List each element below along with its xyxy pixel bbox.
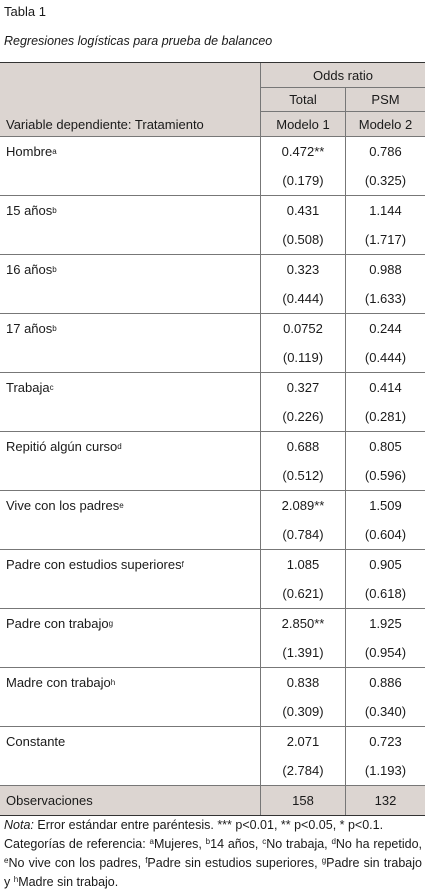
header-row-groups bbox=[0, 88, 425, 112]
reference-text: Mujeres, bbox=[153, 837, 206, 851]
model1-stderr: (0.226) bbox=[260, 402, 345, 431]
reference-text: Padre sin trabajo y bbox=[4, 856, 422, 889]
model2-coefficient: 1.509 bbox=[345, 491, 425, 520]
stderr-row bbox=[0, 579, 425, 608]
variable-group bbox=[0, 432, 425, 491]
observations-model2: 132 bbox=[345, 786, 425, 815]
model1-coefficient: 0.327 bbox=[260, 373, 345, 402]
model2-coefficient: 0.805 bbox=[345, 432, 425, 461]
coefficient-row bbox=[0, 373, 425, 402]
coefficient-row bbox=[0, 255, 425, 284]
reference-text: No ha repetido, bbox=[335, 837, 422, 851]
stderr-row bbox=[0, 225, 425, 254]
variable-name: 15 años b bbox=[6, 203, 57, 218]
model1-stderr: (0.119) bbox=[260, 343, 345, 372]
model1-stderr: (0.621) bbox=[260, 579, 345, 608]
coefficient-row bbox=[0, 491, 425, 520]
variable-label: Trabaja bbox=[6, 380, 50, 395]
reference-superscript: e bbox=[4, 856, 9, 865]
odds-ratio-header: Odds ratio bbox=[260, 63, 425, 88]
model2-coefficient: 0.988 bbox=[345, 255, 425, 284]
model1-coefficient: 2.089** bbox=[260, 491, 345, 520]
model1-coefficient: 0.838 bbox=[260, 668, 345, 697]
variable-name: Vive con los padres e bbox=[6, 498, 124, 513]
reference-text: No vive con los padres, bbox=[8, 856, 146, 870]
variable-label: Padre con estudios superiores bbox=[6, 557, 182, 572]
variable-group bbox=[0, 550, 425, 609]
table-subtitle: Regresiones logísticas para prueba de balanceo bbox=[4, 34, 273, 48]
variable-label: Hombre bbox=[6, 144, 53, 159]
variable-name: Hombre a bbox=[6, 144, 57, 159]
variable-group bbox=[0, 373, 425, 432]
reference-superscript: a bbox=[149, 837, 154, 846]
coefficient-row bbox=[0, 668, 425, 697]
reference-superscript: c bbox=[262, 837, 267, 846]
model1-coefficient: 0.431 bbox=[260, 196, 345, 225]
stderr-row bbox=[0, 166, 425, 195]
model1-coefficient: 0.0752 bbox=[260, 314, 345, 343]
model2-stderr: (0.444) bbox=[345, 343, 425, 372]
psm-header: PSM bbox=[345, 88, 425, 112]
stderr-row bbox=[0, 461, 425, 490]
observations-label: Observaciones bbox=[6, 793, 93, 808]
variable-group bbox=[0, 727, 425, 785]
model1-coefficient: 2.071 bbox=[260, 727, 345, 756]
model2-coefficient: 0.723 bbox=[345, 727, 425, 756]
variable-label: Constante bbox=[6, 734, 66, 749]
stderr-row bbox=[0, 638, 425, 667]
variable-name: Padre con estudios superiores f bbox=[6, 557, 184, 572]
model2-coefficient: 1.925 bbox=[345, 609, 425, 638]
variable-group bbox=[0, 668, 425, 727]
dependent-variable-label: Variable dependiente: Tratamiento bbox=[6, 116, 204, 132]
coefficient-row bbox=[0, 196, 425, 225]
coefficient-row bbox=[0, 550, 425, 579]
variable-name: 16 años b bbox=[6, 262, 57, 277]
variable-group bbox=[0, 609, 425, 668]
stderr-row bbox=[0, 402, 425, 431]
model1-coefficient: 0.323 bbox=[260, 255, 345, 284]
header-row-models bbox=[0, 112, 425, 137]
reference-superscript: d bbox=[331, 837, 336, 846]
model1-stderr: (0.179) bbox=[260, 166, 345, 195]
reference-text: No trabaja, bbox=[266, 837, 332, 851]
model2-stderr: (0.281) bbox=[345, 402, 425, 431]
variable-group bbox=[0, 137, 425, 196]
variable-label: 17 años bbox=[6, 321, 53, 336]
reference-text: Madre sin trabajo. bbox=[18, 875, 119, 889]
stderr-row bbox=[0, 756, 425, 785]
reference-superscript: h bbox=[13, 875, 19, 884]
model1-coefficient: 0.688 bbox=[260, 432, 345, 461]
total-header: Total bbox=[260, 88, 345, 112]
table-caption: Tabla 1 bbox=[4, 4, 46, 19]
model1-stderr: (0.508) bbox=[260, 225, 345, 254]
model2-stderr: (0.954) bbox=[345, 638, 425, 667]
table-body bbox=[0, 137, 425, 785]
reference-superscript: f bbox=[145, 856, 148, 865]
model2-coefficient: 1.144 bbox=[345, 196, 425, 225]
regression-table bbox=[0, 62, 425, 816]
table-footnote bbox=[4, 816, 422, 892]
model1-coefficient: 2.850** bbox=[260, 609, 345, 638]
model2-stderr: (1.717) bbox=[345, 225, 425, 254]
model1-coefficient: 0.472** bbox=[260, 137, 345, 166]
model1-stderr: (1.391) bbox=[260, 638, 345, 667]
variable-label: 15 años bbox=[6, 203, 53, 218]
variable-label: Repitió algún curso bbox=[6, 439, 118, 454]
model2-stderr: (0.618) bbox=[345, 579, 425, 608]
note-line1: Error estándar entre paréntesis. *** p<0.01, ** p<0.05, * p<0.1. bbox=[33, 818, 384, 832]
model2-stderr: (0.325) bbox=[345, 166, 425, 195]
model2-coefficient: 0.786 bbox=[345, 137, 425, 166]
model1-stderr: (0.309) bbox=[260, 697, 345, 726]
model1-coefficient: 1.085 bbox=[260, 550, 345, 579]
model1-stderr: (0.444) bbox=[260, 284, 345, 313]
model2-stderr: (1.193) bbox=[345, 756, 425, 785]
stderr-row bbox=[0, 284, 425, 313]
variable-group bbox=[0, 314, 425, 373]
variable-group bbox=[0, 255, 425, 314]
reference-text: 14 años, bbox=[210, 837, 263, 851]
variable-label: Padre con trabajo bbox=[6, 616, 109, 631]
variable-name bbox=[0, 727, 260, 756]
stderr-row bbox=[0, 343, 425, 372]
model2-stderr: (0.596) bbox=[345, 461, 425, 490]
model1-stderr: (0.784) bbox=[260, 520, 345, 549]
model2-stderr: (1.633) bbox=[345, 284, 425, 313]
reference-superscript: g bbox=[321, 856, 327, 865]
reference-text: Padre sin estudios superiores, bbox=[147, 856, 322, 870]
model2-coefficient: 0.414 bbox=[345, 373, 425, 402]
stderr-row bbox=[0, 697, 425, 726]
variable-label: Madre con trabajo bbox=[6, 675, 111, 690]
variable-label: Vive con los padres bbox=[6, 498, 120, 513]
variable-name: Repitió algún curso d bbox=[6, 439, 122, 454]
stderr-row bbox=[0, 520, 425, 549]
variable-name: 17 años b bbox=[6, 321, 57, 336]
coefficient-row bbox=[0, 609, 425, 638]
variable-group bbox=[0, 196, 425, 255]
note-line2: Categorías de referencia: bbox=[4, 837, 150, 851]
model1-stderr: (2.784) bbox=[260, 756, 345, 785]
note-label: Nota: bbox=[4, 818, 34, 832]
observations-row bbox=[0, 785, 425, 816]
reference-superscript: b bbox=[205, 837, 211, 846]
variable-name: Madre con trabajo h bbox=[6, 675, 116, 690]
model1-stderr: (0.512) bbox=[260, 461, 345, 490]
model2-coefficient: 0.886 bbox=[345, 668, 425, 697]
coefficient-row bbox=[0, 314, 425, 343]
variable-label: 16 años bbox=[6, 262, 53, 277]
coefficient-row bbox=[0, 432, 425, 461]
model2-stderr: (0.340) bbox=[345, 697, 425, 726]
variable-name: Trabaja c bbox=[6, 380, 54, 395]
coefficient-row bbox=[0, 727, 425, 756]
model2-coefficient: 0.905 bbox=[345, 550, 425, 579]
variable-group bbox=[0, 491, 425, 550]
model2-coefficient: 0.244 bbox=[345, 314, 425, 343]
observations-model1: 158 bbox=[260, 786, 345, 815]
header-row-odds bbox=[0, 63, 425, 88]
model2-header: Modelo 2 bbox=[345, 112, 425, 136]
coefficient-row bbox=[0, 137, 425, 166]
variable-name: Padre con trabajo g bbox=[6, 616, 114, 631]
model1-header: Modelo 1 bbox=[260, 112, 345, 136]
model2-stderr: (0.604) bbox=[345, 520, 425, 549]
